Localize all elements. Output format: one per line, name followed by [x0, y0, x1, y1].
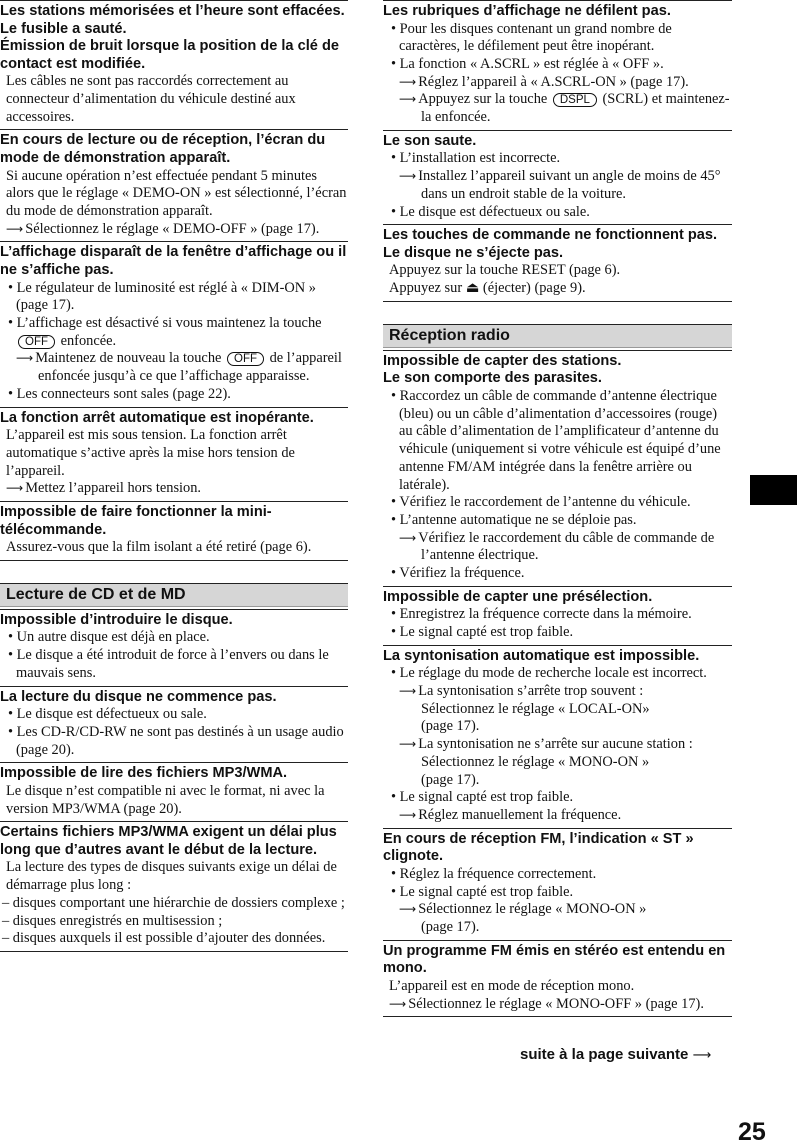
button-key-off: OFF	[18, 335, 55, 349]
arrow-right-icon: ⟶	[692, 1048, 712, 1063]
bullet-item: • L’antenne automatique ne se déploie pas.	[383, 512, 732, 530]
entry-heading: La fonction arrêt automatique est inopérante.	[0, 409, 314, 426]
remedy-item: ⟶ Vérifiez le raccordement du câble de commande de l’antenne électrique.	[383, 530, 732, 565]
troubleshooting-entry	[0, 129, 348, 241]
remedy-item: ⟶ Réglez l’appareil à « A.SCRL-ON » (page 17).	[383, 74, 732, 92]
troubleshooting-entry	[383, 828, 732, 940]
entry-heading: Impossible de capter des stations.	[383, 352, 622, 369]
right-column	[383, 0, 732, 1017]
paragraph: Assurez-vous que la film isolant a été retiré (page 6).	[6, 539, 312, 556]
remedy-item: ⟶ Sélectionnez le réglage « MONO-ON » (page 17).	[383, 901, 732, 936]
section-bar: Réception radio	[383, 324, 732, 348]
paragraph: Appuyez sur ⏏ (éjecter) (page 9).	[389, 280, 586, 297]
remedy-item: ⟶ Installez l’appareil suivant un angle de moins de 45° dans un endroit stable de la voiture.	[383, 168, 732, 203]
entry-heading: Les rubriques d’affichage ne défilent pas.	[383, 3, 671, 19]
troubleshooting-entry	[383, 130, 732, 224]
entry-heading: Impossible de lire des fichiers MP3/WMA.	[0, 765, 288, 782]
bullet-item: • L’affichage est désactivé si vous maintenez la touche OFF enfoncée.	[0, 315, 348, 350]
remedy-item: ⟶ La syntonisation ne s’arrête sur aucune station : Sélectionnez le réglage « MONO-ON » (page 17).	[383, 736, 732, 789]
entry-heading: L’affichage disparaît de la fenêtre d’affichage ou il ne s’affiche pas.	[0, 244, 347, 279]
remedy-item: ⟶ Appuyez sur la touche DSPL (SCRL) et maintenez-la enfoncée.	[383, 91, 732, 126]
bullet-item: • Le régulateur de luminosité est réglé à « DIM-ON » (page 17).	[0, 280, 348, 315]
bullet-item: • Les CD-R/CD-RW ne sont pas destinés à un usage audio (page 20).	[0, 724, 348, 759]
paragraph: L’appareil est mis sous tension. La fonction arrêt automatique s’active après la mise hors tension de l’appareil.	[6, 427, 295, 479]
bullet-item: • Le signal capté est trop faible.	[383, 884, 732, 902]
bullet-item: • La fonction « A.SCRL » est réglée à « OFF ».	[383, 56, 732, 74]
troubleshooting-entry	[0, 0, 348, 129]
troubleshooting-entry	[383, 0, 732, 130]
remedy-item: ⟶ Maintenez de nouveau la touche OFF de l’appareil enfoncée jusqu’à ce que l’affichage apparaisse.	[0, 350, 348, 385]
continued-note	[520, 1046, 711, 1063]
troubleshooting-entry	[383, 940, 732, 1018]
bullet-item: • Pour les disques contenant un grand nombre de caractères, le défilement peut être inopérant.	[383, 21, 732, 56]
paragraph: Appuyez sur la touche RESET (page 6).	[389, 262, 621, 279]
troubleshooting-entry	[383, 350, 732, 586]
dash-item: – disques auxquels il est possible d’ajouter des données.	[0, 930, 348, 948]
bullet-item: • Le réglage du mode de recherche locale est incorrect.	[383, 665, 732, 683]
left-column	[0, 0, 348, 952]
bullet-item: • Raccordez un câble de commande d’antenne électrique (bleu) ou un câble d’alimentation d’accessoires (rouge) au câble d’alimentation de l’amplificateur d’antenne du véhicule (uniquement si votre véhicule est équipé d’une antenne FM/AM intégrée dans la fenêtre arrière ou latérale).	[383, 388, 732, 494]
bullet-item: • Le signal capté est trop faible.	[383, 789, 732, 807]
remedy-item: ⟶ Sélectionnez le réglage « DEMO-OFF » (page 17).	[0, 221, 348, 239]
paragraph: Le disque n’est compatible ni avec le format, ni avec la version MP3/WMA (page 20).	[6, 782, 325, 817]
bullet-item: • Enregistrez la fréquence correcte dans la mémoire.	[383, 606, 732, 624]
bullet-item: • Le signal capté est trop faible.	[383, 624, 732, 642]
troubleshooting-entry	[383, 224, 732, 302]
entry-heading: Le disque ne s’éjecte pas.	[383, 244, 564, 261]
entry-heading: Les stations mémorisées et l’heure sont effacées.	[0, 3, 345, 19]
entry-heading: Le son saute.	[383, 132, 477, 149]
troubleshooting-entry	[0, 241, 348, 406]
entry-heading: Certains fichiers MP3/WMA exigent un délai plus long que d’autres avant le début de la lecture.	[0, 824, 337, 858]
remedy-item: ⟶ La syntonisation s’arrête trop souvent : Sélectionnez le réglage « LOCAL-ON» (page 17).	[383, 683, 732, 736]
entry-heading: Émission de bruit lorsque la position de la clé de contact est modifiée.	[0, 38, 339, 72]
paragraph: La lecture des types de disques suivants exige un délai de démarrage plus long :	[6, 859, 337, 894]
bullet-item: • Vérifiez la fréquence.	[383, 565, 732, 583]
paragraph: L’appareil est en mode de réception mono.	[389, 977, 635, 994]
bullet-item: • Vérifiez le raccordement de l’antenne du véhicule.	[383, 494, 732, 512]
entry-heading: En cours de réception FM, l’indication « ST » clignote.	[383, 830, 694, 865]
troubleshooting-entry	[383, 645, 732, 828]
bullet-item: • L’installation est incorrecte.	[383, 150, 732, 168]
bullet-item: • Les connecteurs sont sales (page 22).	[0, 386, 348, 404]
dash-item: – disques enregistrés en multisession ;	[0, 913, 348, 931]
remedy-item: ⟶ Sélectionnez le réglage « MONO-OFF » (page 17).	[383, 996, 732, 1014]
bullet-item: • Le disque est défectueux ou sale.	[0, 706, 348, 724]
dash-item: – disques comportant une hiérarchie de dossiers complexe ;	[0, 895, 348, 913]
entry-heading: Les touches de commande ne fonctionnent pas.	[383, 227, 718, 244]
entry-heading: Un programme FM émis en stéréo est entendu en mono.	[383, 942, 726, 977]
paragraph: Les câbles ne sont pas raccordés correctement au connecteur d’alimentation du véhicule destiné aux accessoires.	[6, 73, 296, 125]
troubleshooting-entry	[0, 609, 348, 686]
troubleshooting-entry	[0, 821, 348, 952]
continued-text: suite à la page suivante	[520, 1046, 689, 1063]
remedy-item: ⟶ Mettez l’appareil hors tension.	[0, 480, 348, 498]
troubleshooting-entry	[0, 686, 348, 763]
button-key-off: OFF	[227, 352, 264, 366]
remedy-item: ⟶ Réglez manuellement la fréquence.	[383, 807, 732, 825]
entry-heading: Le son comporte des parasites.	[383, 370, 602, 387]
entry-heading: Le fusible a sauté.	[0, 20, 127, 37]
entry-heading: En cours de lecture ou de réception, l’écran du mode de démonstration apparaît.	[0, 132, 326, 167]
troubleshooting-entry	[0, 501, 348, 561]
entry-heading: La syntonisation automatique est impossible.	[383, 647, 700, 664]
bullet-item: • Le disque est défectueux ou sale.	[383, 204, 732, 222]
section-bar: Lecture de CD et de MD	[0, 583, 348, 607]
troubleshooting-entry	[0, 407, 348, 501]
troubleshooting-entry	[383, 586, 732, 645]
entry-heading: La lecture du disque ne commence pas.	[0, 688, 277, 705]
section-thumb-tab	[750, 475, 797, 505]
entry-heading: Impossible d’introduire le disque.	[0, 611, 233, 628]
entry-heading: Impossible de capter une présélection.	[383, 588, 653, 605]
bullet-item: • Réglez la fréquence correctement.	[383, 866, 732, 884]
button-key-dspl: DSPL	[553, 93, 597, 107]
paragraph: Si aucune opération n’est effectuée pendant 5 minutes alors que le réglage « DEMO-ON » est sélectionné, l’écran du mode de démonstration apparaît.	[6, 167, 347, 220]
page-number: 25	[738, 1118, 766, 1146]
bullet-item: • Un autre disque est déjà en place.	[0, 629, 348, 647]
bullet-item: • Le disque a été introduit de force à l’envers ou dans le mauvais sens.	[0, 647, 348, 682]
troubleshooting-entry	[0, 762, 348, 821]
entry-heading: Impossible de faire fonctionner la mini-télécommande.	[0, 504, 272, 538]
